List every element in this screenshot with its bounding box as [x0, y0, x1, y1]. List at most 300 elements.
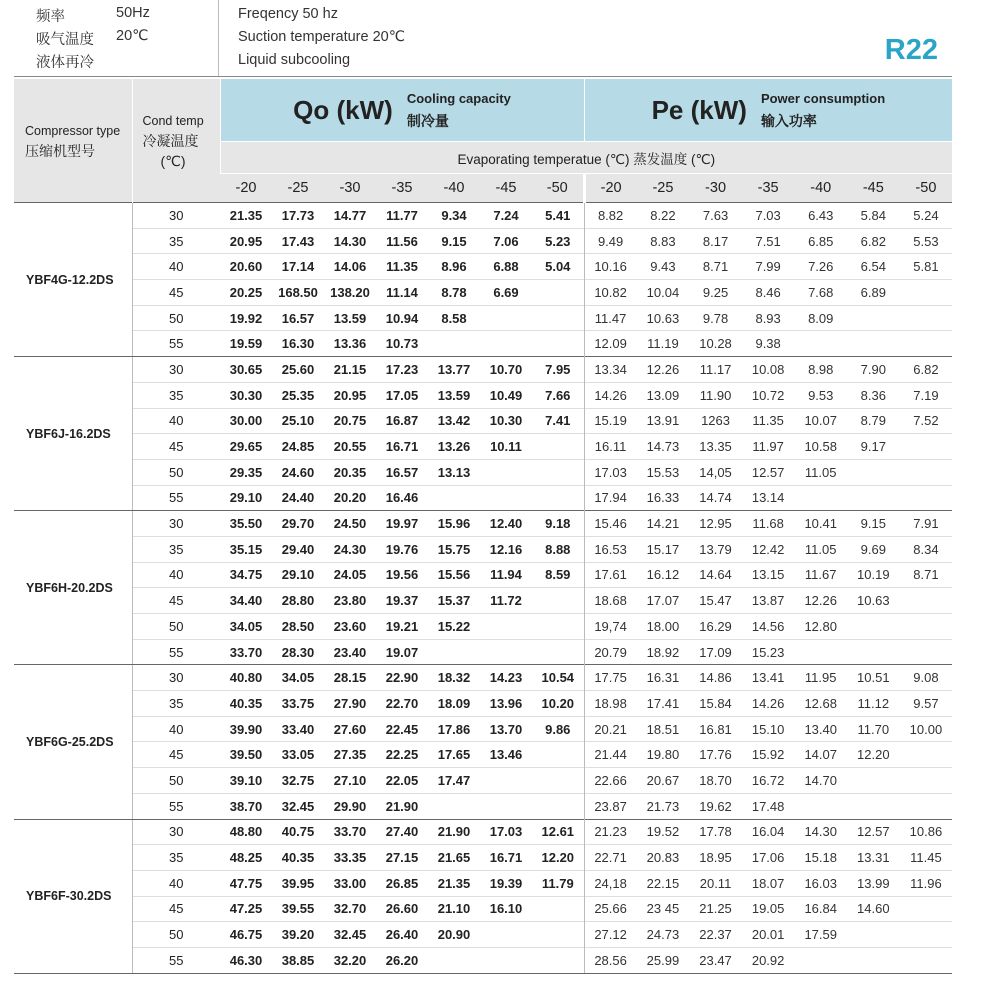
pe-cell: 12.09	[584, 331, 637, 357]
pe-sub-en: Power consumption	[760, 91, 886, 106]
pe-header	[584, 79, 952, 142]
pe-cell: 5.53	[900, 228, 953, 254]
qo-cell: 13.59	[324, 305, 376, 331]
pe-cell: 20.92	[742, 947, 795, 973]
pe-cell: 15.17	[637, 536, 690, 562]
compressor-model: YBF6G-25.2DS	[14, 665, 132, 819]
pe-cell: 16.03	[794, 870, 847, 896]
pe-cell: 27.12	[584, 922, 637, 948]
qo-cell: 16.71	[376, 434, 428, 460]
qo-cell: 9.15	[428, 228, 480, 254]
pe-cell: 25.99	[637, 947, 690, 973]
compressor-type-en: Compressor type	[25, 123, 121, 138]
qo-cell: 19.97	[376, 511, 428, 537]
qo-cell	[480, 768, 532, 794]
qo-evap-temp-header: -40	[428, 174, 480, 203]
pe-cell: 5.84	[847, 203, 900, 229]
pe-cell: 18.95	[689, 845, 742, 871]
qo-cell: 29.10	[220, 485, 272, 511]
pe-cell	[900, 793, 953, 819]
table-row	[14, 228, 952, 254]
table-row	[14, 793, 952, 819]
pe-cell: 11.05	[794, 536, 847, 562]
qo-cell: 27.15	[376, 845, 428, 871]
qo-cell: 34.05	[220, 614, 272, 640]
pe-cell: 18.00	[637, 614, 690, 640]
qo-cell	[428, 331, 480, 357]
pe-cell	[900, 305, 953, 331]
qo-cell: 32.75	[272, 768, 324, 794]
pe-cell	[794, 639, 847, 665]
pe-evap-temp-header: -30	[689, 174, 742, 203]
table-row	[14, 254, 952, 280]
qo-cell: 11.14	[376, 280, 428, 306]
cond-temp-cell: 40	[132, 870, 220, 896]
pe-cell: 14.70	[794, 768, 847, 794]
pe-cell	[900, 947, 953, 973]
cond-temp-unit: (℃)	[160, 152, 186, 169]
qo-cell	[428, 947, 480, 973]
qo-cell	[532, 485, 584, 511]
qo-cell: 20.25	[220, 280, 272, 306]
pe-cell	[847, 922, 900, 948]
pe-cell: 12.68	[794, 691, 847, 717]
pe-cell: 9.78	[689, 305, 742, 331]
value-frequency: 50Hz	[116, 5, 150, 21]
table-row	[14, 357, 952, 383]
qo-cell: 29.40	[272, 536, 324, 562]
pe-cell: 9.69	[847, 536, 900, 562]
pe-cell: 13.15	[742, 562, 795, 588]
qo-cell: 27.10	[324, 768, 376, 794]
pe-cell: 7.63	[689, 203, 742, 229]
qo-cell: 47.75	[220, 870, 272, 896]
cond-temp-cell: 30	[132, 357, 220, 383]
qo-evap-temp-header: -25	[272, 174, 324, 203]
pe-cell: 16.04	[742, 819, 795, 845]
pe-cell: 13.40	[794, 716, 847, 742]
qo-cell: 35.50	[220, 511, 272, 537]
pe-cell: 20.21	[584, 716, 637, 742]
pe-cell: 24.73	[637, 922, 690, 948]
cond-temp-cell: 50	[132, 614, 220, 640]
qo-cell: 30.00	[220, 408, 272, 434]
pe-cell: 23.87	[584, 793, 637, 819]
pe-cell: 9.25	[689, 280, 742, 306]
qo-cell	[532, 459, 584, 485]
table-row	[14, 331, 952, 357]
pe-cell: 9.49	[584, 228, 637, 254]
pe-cell: 16.53	[584, 536, 637, 562]
pe-cell: 11.70	[847, 716, 900, 742]
pe-cell: 8.83	[637, 228, 690, 254]
pe-cell: 10.41	[794, 511, 847, 537]
pe-cell: 9.15	[847, 511, 900, 537]
qo-cell: 13.42	[428, 408, 480, 434]
pe-cell: 13.41	[742, 665, 795, 691]
pe-cell: 16.84	[794, 896, 847, 922]
cond-temp-cell: 55	[132, 793, 220, 819]
qo-cell	[532, 896, 584, 922]
pe-cell: 10.58	[794, 434, 847, 460]
qo-cell	[532, 639, 584, 665]
pe-cell: 18.68	[584, 588, 637, 614]
qo-cell: 38.70	[220, 793, 272, 819]
pe-cell: 17.48	[742, 793, 795, 819]
pe-cell	[900, 331, 953, 357]
pe-cell: 9.17	[847, 434, 900, 460]
pe-cell: 7.03	[742, 203, 795, 229]
pe-cell: 17.94	[584, 485, 637, 511]
pe-cell: 13.91	[637, 408, 690, 434]
pe-cell: 8.71	[900, 562, 953, 588]
table-row	[14, 742, 952, 768]
pe-cell: 11.97	[742, 434, 795, 460]
label-suction-temp-cn: 吸气温度	[36, 32, 94, 48]
qo-cell: 13.96	[480, 691, 532, 717]
cond-temp-cell: 35	[132, 382, 220, 408]
qo-cell	[428, 485, 480, 511]
pe-cell: 14.64	[689, 562, 742, 588]
pe-cell: 11.67	[794, 562, 847, 588]
cond-temp-cell: 35	[132, 536, 220, 562]
qo-cell: 26.20	[376, 947, 428, 973]
pe-cell: 11.45	[900, 845, 953, 871]
qo-cell: 29.65	[220, 434, 272, 460]
qo-cell: 40.35	[272, 845, 324, 871]
qo-cell: 33.70	[220, 639, 272, 665]
qo-cell	[480, 331, 532, 357]
qo-cell: 5.04	[532, 254, 584, 280]
pe-cell: 10.28	[689, 331, 742, 357]
evap-temp-header: Evaporating temperatue (℃) 蒸发温度 (℃)	[220, 142, 952, 174]
pe-cell	[847, 768, 900, 794]
pe-cell: 11.96	[900, 870, 953, 896]
qo-cell: 18.09	[428, 691, 480, 717]
pe-cell: 17.03	[584, 459, 637, 485]
qo-cell: 21.90	[428, 819, 480, 845]
pe-cell: 22.71	[584, 845, 637, 871]
qo-cell: 40.75	[272, 819, 324, 845]
pe-cell: 11.47	[584, 305, 637, 331]
qo-cell: 12.40	[480, 511, 532, 537]
pe-cell: 14.60	[847, 896, 900, 922]
qo-cell: 21.65	[428, 845, 480, 871]
qo-cell: 168.50	[272, 280, 324, 306]
pe-cell: 10.07	[794, 408, 847, 434]
table-row	[14, 203, 952, 229]
qo-cell: 16.10	[480, 896, 532, 922]
pe-cell	[794, 947, 847, 973]
qo-cell: 16.57	[376, 459, 428, 485]
pe-cell: 10.19	[847, 562, 900, 588]
pe-cell: 13.14	[742, 485, 795, 511]
qo-cell	[480, 793, 532, 819]
pe-cell: 1263	[689, 408, 742, 434]
pe-cell: 10.08	[742, 357, 795, 383]
compressor-model: YBF6F-30.2DS	[14, 819, 132, 973]
qo-cell: 22.90	[376, 665, 428, 691]
table-row	[14, 408, 952, 434]
pe-cell: 9.38	[742, 331, 795, 357]
pe-cell: 6.43	[794, 203, 847, 229]
pe-cell: 9.08	[900, 665, 953, 691]
qo-cell: 20.90	[428, 922, 480, 948]
cond-temp-cell: 50	[132, 922, 220, 948]
qo-cell: 19.37	[376, 588, 428, 614]
qo-cell	[480, 485, 532, 511]
pe-cell: 16.11	[584, 434, 637, 460]
pe-cell: 11.19	[637, 331, 690, 357]
qo-cell: 22.45	[376, 716, 428, 742]
qo-cell: 17.03	[480, 819, 532, 845]
pe-cell: 16.12	[637, 562, 690, 588]
pe-cell	[847, 459, 900, 485]
qo-cell: 28.30	[272, 639, 324, 665]
pe-cell: 11.68	[742, 511, 795, 537]
pe-evap-temp-header: -50	[900, 174, 953, 203]
label-subcooling-en: Liquid subcooling	[238, 52, 351, 68]
table-row	[14, 536, 952, 562]
qo-cell: 20.95	[324, 382, 376, 408]
qo-cell: 16.30	[272, 331, 324, 357]
qo-cell: 16.57	[272, 305, 324, 331]
qo-cell: 12.61	[532, 819, 584, 845]
qo-cell: 7.41	[532, 408, 584, 434]
compressor-model: YBF6H-20.2DS	[14, 511, 132, 665]
pe-cell: 23 45	[637, 896, 690, 922]
cond-temp-cell: 30	[132, 511, 220, 537]
pe-cell: 19.52	[637, 819, 690, 845]
qo-cell: 26.85	[376, 870, 428, 896]
pe-cell: 18.51	[637, 716, 690, 742]
pe-cell: 16.81	[689, 716, 742, 742]
pe-cell: 18.70	[689, 768, 742, 794]
pe-cell: 13.35	[689, 434, 742, 460]
qo-cell: 17.73	[272, 203, 324, 229]
value-suction-temp: 20℃	[116, 28, 149, 44]
pe-cell	[900, 742, 953, 768]
pe-cell: 12.57	[847, 819, 900, 845]
pe-cell: 10.86	[900, 819, 953, 845]
pe-cell: 15.84	[689, 691, 742, 717]
pe-cell: 17.76	[689, 742, 742, 768]
pe-cell: 24,18	[584, 870, 637, 896]
qo-cell: 10.73	[376, 331, 428, 357]
cond-temp-cell: 35	[132, 691, 220, 717]
pe-cell: 19,74	[584, 614, 637, 640]
pe-cell: 6.85	[794, 228, 847, 254]
qo-cell: 14.06	[324, 254, 376, 280]
table-row	[14, 614, 952, 640]
qo-cell: 10.54	[532, 665, 584, 691]
qo-cell: 21.35	[428, 870, 480, 896]
qo-cell: 18.32	[428, 665, 480, 691]
qo-cell: 11.35	[376, 254, 428, 280]
table-row	[14, 511, 952, 537]
qo-cell: 47.25	[220, 896, 272, 922]
pe-cell: 21.23	[584, 819, 637, 845]
qo-cell: 7.24	[480, 203, 532, 229]
qo-cell: 33.75	[272, 691, 324, 717]
cond-temp-cn: 冷凝温度	[142, 132, 199, 149]
qo-cell: 15.96	[428, 511, 480, 537]
pe-cell	[900, 588, 953, 614]
table-row	[14, 459, 952, 485]
qo-cell: 17.47	[428, 768, 480, 794]
cond-temp-cell: 35	[132, 228, 220, 254]
cond-temp-cell: 35	[132, 845, 220, 871]
pe-cell: 12.80	[794, 614, 847, 640]
cond-temp-cell: 50	[132, 459, 220, 485]
qo-cell: 5.41	[532, 203, 584, 229]
header-rule	[14, 76, 952, 77]
qo-cell: 7.06	[480, 228, 532, 254]
label-subcooling-cn: 液体再冷	[36, 55, 94, 71]
pe-cell: 6.89	[847, 280, 900, 306]
pe-cell: 23.47	[689, 947, 742, 973]
pe-cell	[900, 768, 953, 794]
cond-temp-cell: 45	[132, 434, 220, 460]
qo-cell: 27.90	[324, 691, 376, 717]
qo-cell: 15.22	[428, 614, 480, 640]
pe-cell: 9.57	[900, 691, 953, 717]
pe-cell: 8.93	[742, 305, 795, 331]
pe-cell	[900, 459, 953, 485]
pe-cell: 12.42	[742, 536, 795, 562]
qo-cell: 24.05	[324, 562, 376, 588]
qo-cell: 39.20	[272, 922, 324, 948]
pe-evap-temp-header: -45	[847, 174, 900, 203]
qo-cell	[532, 947, 584, 973]
pe-cell: 13.87	[742, 588, 795, 614]
pe-cell: 20.67	[637, 768, 690, 794]
qo-cell: 30.30	[220, 382, 272, 408]
pe-cell: 11.17	[689, 357, 742, 383]
qo-cell	[532, 588, 584, 614]
pe-cell: 15.19	[584, 408, 637, 434]
pe-cell: 6.82	[900, 357, 953, 383]
compressor-type-header	[14, 79, 132, 203]
pe-cell: 16.72	[742, 768, 795, 794]
qo-cell: 10.94	[376, 305, 428, 331]
pe-cell: 18.92	[637, 639, 690, 665]
qo-cell: 35.15	[220, 536, 272, 562]
table-row	[14, 819, 952, 845]
pe-cell: 12.95	[689, 511, 742, 537]
table-row	[14, 691, 952, 717]
pe-cell: 8.17	[689, 228, 742, 254]
qo-cell: 39.55	[272, 896, 324, 922]
qo-cell: 17.43	[272, 228, 324, 254]
qo-cell: 13.77	[428, 357, 480, 383]
pe-cell: 7.99	[742, 254, 795, 280]
qo-cell: 8.59	[532, 562, 584, 588]
qo-cell: 10.70	[480, 357, 532, 383]
pe-cell: 14.73	[637, 434, 690, 460]
pe-cell: 19.05	[742, 896, 795, 922]
qo-cell: 17.86	[428, 716, 480, 742]
pe-cell	[847, 793, 900, 819]
qo-cell: 39.90	[220, 716, 272, 742]
cond-temp-cell: 40	[132, 716, 220, 742]
pe-evap-temp-header: -20	[584, 174, 637, 203]
qo-cell: 48.25	[220, 845, 272, 871]
cond-temp-cell: 55	[132, 485, 220, 511]
qo-cell: 19.56	[376, 562, 428, 588]
qo-cell: 8.88	[532, 536, 584, 562]
pe-cell: 9.43	[637, 254, 690, 280]
pe-cell	[847, 331, 900, 357]
pe-cell: 17.06	[742, 845, 795, 871]
cond-temp-cell: 30	[132, 203, 220, 229]
qo-cell: 11.77	[376, 203, 428, 229]
cond-temp-cell: 50	[132, 305, 220, 331]
pe-cell	[847, 639, 900, 665]
qo-cell: 11.72	[480, 588, 532, 614]
qo-cell: 33.05	[272, 742, 324, 768]
table-row	[14, 768, 952, 794]
qo-cell: 24.40	[272, 485, 324, 511]
pe-cell: 18.98	[584, 691, 637, 717]
qo-cell: 13.13	[428, 459, 480, 485]
qo-cell: 9.86	[532, 716, 584, 742]
cond-temp-cell: 40	[132, 254, 220, 280]
pe-cell: 11.35	[742, 408, 795, 434]
pe-evap-temp-header: -35	[742, 174, 795, 203]
pe-cell: 11.90	[689, 382, 742, 408]
table-row	[14, 305, 952, 331]
qo-sub-cn: 制冷量	[406, 113, 449, 129]
qo-cell: 13.70	[480, 716, 532, 742]
qo-header	[220, 79, 584, 142]
qo-cell	[532, 280, 584, 306]
pe-cell	[847, 305, 900, 331]
qo-cell: 22.70	[376, 691, 428, 717]
cond-temp-header	[132, 79, 220, 203]
qo-cell: 33.00	[324, 870, 376, 896]
qo-cell: 28.15	[324, 665, 376, 691]
qo-cell: 15.37	[428, 588, 480, 614]
table-row	[14, 845, 952, 871]
pe-cell	[900, 614, 953, 640]
performance-table	[14, 79, 952, 974]
qo-cell: 16.87	[376, 408, 428, 434]
pe-cell: 15.10	[742, 716, 795, 742]
qo-cell: 27.40	[376, 819, 428, 845]
qo-cell: 8.96	[428, 254, 480, 280]
pe-cell: 17.07	[637, 588, 690, 614]
pe-cell	[900, 280, 953, 306]
pe-cell: 7.19	[900, 382, 953, 408]
qo-cell: 39.95	[272, 870, 324, 896]
qo-cell: 19.59	[220, 331, 272, 357]
table-row	[14, 588, 952, 614]
qo-cell: 27.35	[324, 742, 376, 768]
qo-cell: 6.88	[480, 254, 532, 280]
pe-cell: 10.63	[637, 305, 690, 331]
table-row	[14, 639, 952, 665]
pe-sub-cn: 输入功率	[760, 113, 817, 129]
pe-title: Pe (kW)	[651, 94, 747, 125]
qo-cell: 15.75	[428, 536, 480, 562]
qo-cell: 17.65	[428, 742, 480, 768]
pe-cell: 15.47	[689, 588, 742, 614]
qo-cell: 33.40	[272, 716, 324, 742]
qo-cell: 13.59	[428, 382, 480, 408]
pe-cell: 5.24	[900, 203, 953, 229]
pe-cell: 10.63	[847, 588, 900, 614]
